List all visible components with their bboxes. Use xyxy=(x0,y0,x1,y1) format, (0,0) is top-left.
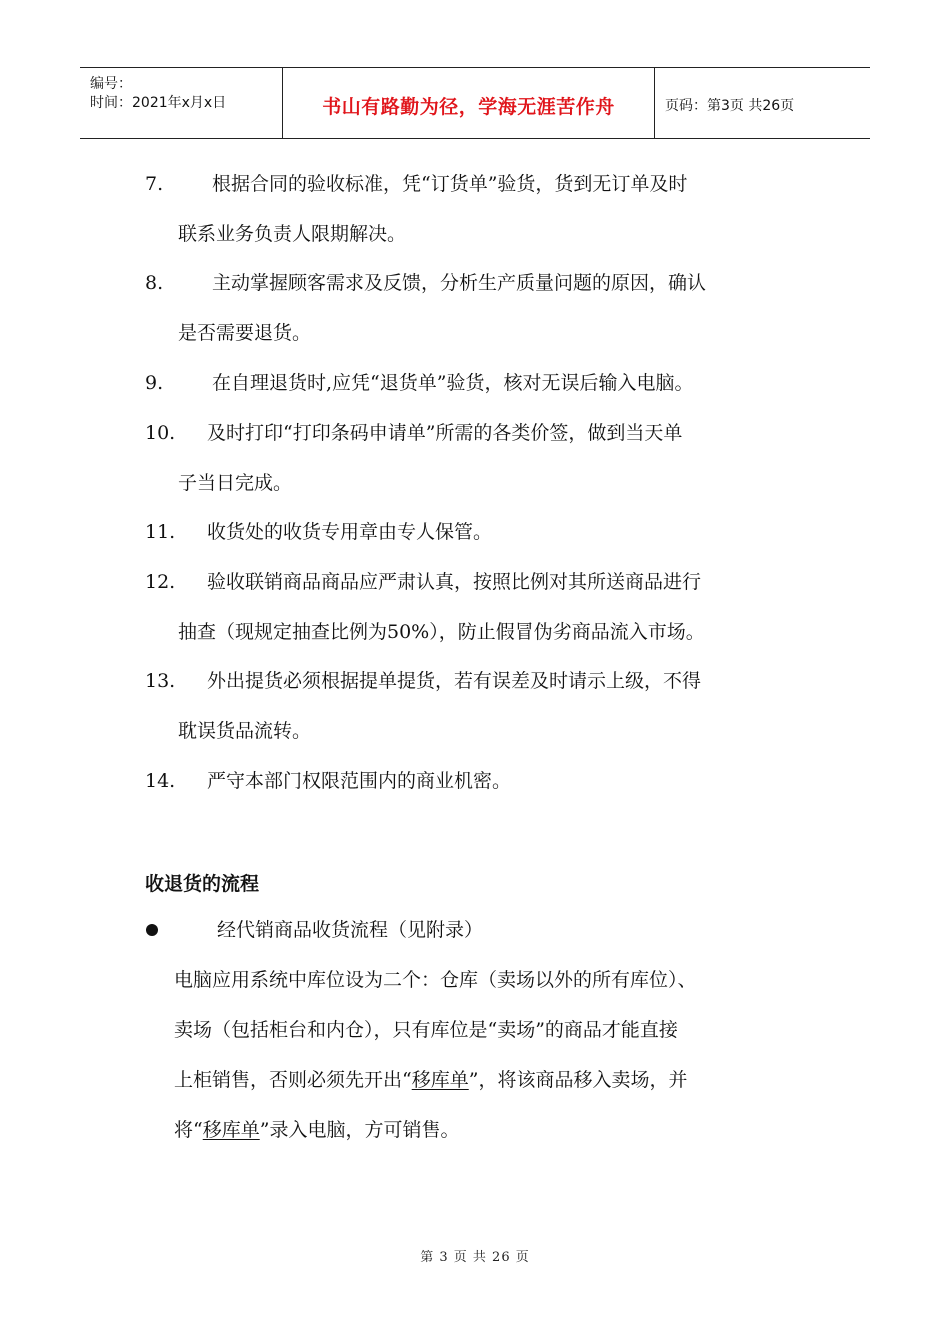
paragraph-text: ”，将该商品移入卖场，并 xyxy=(468,1069,688,1091)
underlined-term: 移库单 xyxy=(202,1119,260,1141)
item-text: 在自理退货时,应凭“退货单”验货，核对无误后输入电脑。 xyxy=(212,372,694,394)
paragraph-text: ”录入电脑，方可销售。 xyxy=(259,1119,460,1141)
paragraph-line: 卖场（包括柜台和内仓），只有库位是“卖场”的商品才能直接 xyxy=(174,1019,678,1041)
paragraph-line: 电脑应用系统中库位设为二个：仓库（卖场以外的所有库位）、 xyxy=(174,969,697,991)
section-title: 收退货的流程 xyxy=(145,873,260,895)
paragraph-text: 将“ xyxy=(174,1119,203,1141)
item-number: 12. xyxy=(145,571,176,593)
item-number: 11. xyxy=(145,521,176,543)
underlined-term: 移库单 xyxy=(411,1069,469,1091)
page-label: 页码：第3页 共26页 xyxy=(665,98,795,114)
item-text: 及时打印“打印条码申请单”所需的各类价签，做到当天单 xyxy=(207,422,683,444)
number-label: 编号： xyxy=(90,76,132,92)
item-text: 耽误货品流转。 xyxy=(178,720,312,742)
header-motto-cell xyxy=(283,68,655,138)
item-number: 14. xyxy=(145,770,176,792)
paragraph-text: 上柜销售，否则必须先开出“ xyxy=(174,1069,412,1091)
item-number: 13. xyxy=(145,670,176,692)
header-page-cell xyxy=(655,68,870,138)
item-text: 收货处的收货专用章由专人保管。 xyxy=(207,521,493,543)
item-text: 外出提货必须根据提单提货，若有误差及时请示上级，不得 xyxy=(207,670,702,692)
motto: 书山有路勤为径，学海无涯苦作舟 xyxy=(322,96,615,118)
item-text: 抽查（现规定抽查比例为50%），防止假冒伪劣商品流入市场。 xyxy=(178,621,705,643)
bullet-dot-icon xyxy=(146,924,158,936)
item-text: 主动掌握顾客需求及反馈，分析生产质量问题的原因，确认 xyxy=(212,272,707,294)
item-number: 7. xyxy=(145,173,164,195)
item-number: 8. xyxy=(145,272,164,294)
item-text: 是否需要退货。 xyxy=(178,322,312,344)
item-text: 严守本部门权限范围内的商业机密。 xyxy=(207,770,512,792)
item-number: 10. xyxy=(145,422,176,444)
item-text: 验收联销商品商品应严肃认真，按照比例对其所送商品进行 xyxy=(207,571,702,593)
page-footer: 第 3 页 共 26 页 xyxy=(420,1250,530,1265)
item-text: 根据合同的验收标准，凭“订货单”验货，货到无订单及时 xyxy=(212,173,688,195)
item-number: 9. xyxy=(145,372,164,394)
header-meta-cell xyxy=(80,68,283,138)
page-header xyxy=(80,67,870,139)
paragraph-line xyxy=(174,1117,459,1143)
paragraph-line xyxy=(174,1067,687,1093)
item-text: 联系业务负责人限期解决。 xyxy=(178,223,407,245)
item-text: 子当日完成。 xyxy=(178,472,293,494)
bullet-item: 经代销商品收货流程（见附录） xyxy=(217,919,484,941)
time-label: 时间：2021年x月x日 xyxy=(90,95,227,111)
